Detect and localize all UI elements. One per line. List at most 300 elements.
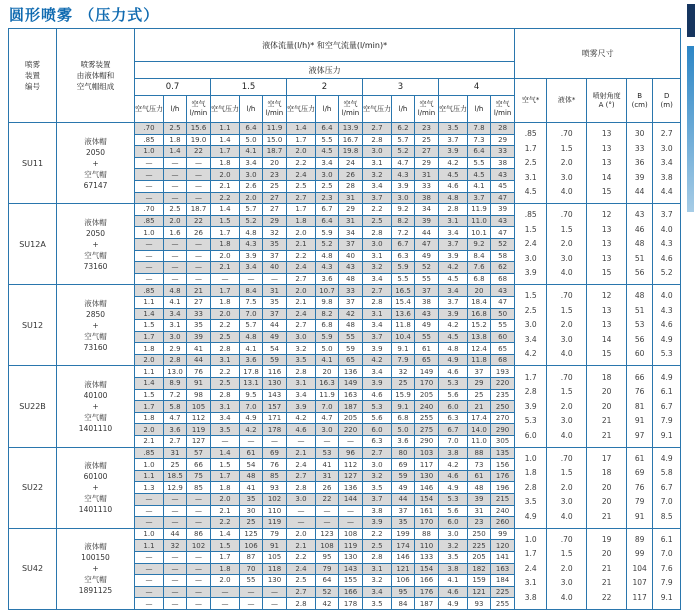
flow-cell: — bbox=[164, 598, 187, 610]
dim-value: 4.9 bbox=[524, 511, 537, 521]
flow-cell: 3.6 bbox=[316, 273, 339, 285]
flow-cell: 143 bbox=[339, 563, 363, 575]
flow-cell: 4.2 bbox=[240, 424, 263, 436]
dim-value: 6.7 bbox=[660, 482, 673, 492]
page-title: 圆形喷雾 （压力式） bbox=[9, 6, 160, 24]
flow-cell: 79 bbox=[263, 528, 287, 540]
flow-cell: 4.2 bbox=[363, 354, 392, 366]
flow-cell: — bbox=[135, 192, 164, 204]
flow-cell: 1.8 bbox=[211, 157, 240, 169]
flow-cell: — bbox=[187, 262, 211, 274]
flow-cell: 2.0 bbox=[135, 354, 164, 366]
flow-cell: 29 bbox=[491, 134, 515, 146]
flow-cell: — bbox=[287, 436, 316, 448]
cap-composition: 液体帽 40100 + 空气帽 1401110 bbox=[57, 366, 135, 447]
flow-cell: 6.8 bbox=[316, 320, 339, 332]
flow-cell: — bbox=[164, 238, 187, 250]
flow-cell: 3.6 bbox=[240, 354, 263, 366]
dim-value: 6.1 bbox=[660, 387, 673, 397]
flow-cell: 2.4 bbox=[287, 459, 316, 471]
flow-cell: 2.0 bbox=[211, 169, 240, 181]
sub-lh: l/h bbox=[164, 96, 187, 123]
flow-cell: 4.1 bbox=[240, 343, 263, 355]
flow-cell: 1.5 bbox=[135, 320, 164, 332]
flow-cell: 3.4 bbox=[316, 157, 339, 169]
data-row bbox=[9, 204, 681, 216]
dim-value: .70 bbox=[560, 372, 573, 382]
dim-value: 4.0 bbox=[560, 187, 573, 197]
flow-cell: 27 bbox=[263, 192, 287, 204]
dim-value: 43 bbox=[634, 210, 645, 220]
dim-value: 2.4 bbox=[524, 563, 537, 573]
flow-cell: 3.7 bbox=[439, 134, 468, 146]
dim-value: 3.0 bbox=[660, 143, 673, 153]
flow-cell: 2.2 bbox=[287, 250, 316, 262]
flow-cell: 37 bbox=[263, 308, 287, 320]
flow-cell: 12.4 bbox=[468, 343, 491, 355]
flow-cell: — bbox=[135, 238, 164, 250]
flow-cell: 65 bbox=[491, 343, 515, 355]
sub-air-pressure: 空气压力 bbox=[439, 96, 468, 123]
flow-cell: 29 bbox=[415, 157, 439, 169]
flow-cell: 3.6 bbox=[392, 436, 415, 448]
flow-cell: 174 bbox=[392, 540, 415, 552]
dim-air-cell bbox=[515, 528, 547, 609]
flow-cell: — bbox=[211, 273, 240, 285]
flow-cell: 12.9 bbox=[164, 482, 187, 494]
flow-cell: 127 bbox=[187, 436, 211, 448]
flow-cell: 3.0 bbox=[439, 528, 468, 540]
nozzle-code: SU42 bbox=[9, 528, 57, 609]
flow-cell: 146 bbox=[392, 551, 415, 563]
flow-cell: 1.7 bbox=[287, 204, 316, 216]
flow-cell: 65 bbox=[339, 354, 363, 366]
flow-cell: 3.2 bbox=[439, 540, 468, 552]
flow-cell: 18.4 bbox=[468, 296, 491, 308]
flow-cell: 5.5 bbox=[316, 134, 339, 146]
flow-cell: 29 bbox=[468, 378, 491, 390]
flow-cell: 44 bbox=[187, 354, 211, 366]
flow-cell: 250 bbox=[468, 528, 491, 540]
flow-cell: 2.1 bbox=[287, 238, 316, 250]
flow-cell: 2.5 bbox=[164, 204, 187, 216]
flow-cell: 4.9 bbox=[240, 412, 263, 424]
flow-cell: 3.0 bbox=[240, 169, 263, 181]
flow-cell: 143 bbox=[263, 389, 287, 401]
flow-cell: — bbox=[263, 598, 287, 610]
flow-cell: 33 bbox=[491, 146, 515, 158]
dim-liquid-cell bbox=[547, 204, 587, 285]
dim-d-cell bbox=[653, 528, 681, 609]
dim-value: 20 bbox=[601, 497, 612, 507]
sub-air-pressure: 空气压力 bbox=[211, 96, 240, 123]
dim-value: 4.0 bbox=[560, 268, 573, 278]
flow-cell: — bbox=[164, 180, 187, 192]
flow-cell: 39 bbox=[187, 331, 211, 343]
flow-cell: 18.7 bbox=[263, 146, 287, 158]
dim-value: 36 bbox=[634, 158, 645, 168]
flow-cell: 3.1 bbox=[211, 401, 240, 413]
flow-cell: 1.8 bbox=[211, 563, 240, 575]
dim-value: 13 bbox=[601, 253, 612, 263]
flow-cell: 41 bbox=[187, 343, 211, 355]
dim-air-cell bbox=[515, 447, 547, 528]
flow-cell: 59 bbox=[339, 343, 363, 355]
dim-value: 3.1 bbox=[524, 578, 537, 588]
sub-air-lmin: 空气 l/min bbox=[491, 96, 515, 123]
flow-cell: 2.8 bbox=[211, 343, 240, 355]
cap-composition: 液体帽 2050 + 空气帽 73160 bbox=[57, 204, 135, 285]
flow-cell: 5.6 bbox=[439, 389, 468, 401]
flow-cell: 88 bbox=[415, 528, 439, 540]
flow-cell: 106 bbox=[392, 575, 415, 587]
dim-value: 18 bbox=[601, 372, 612, 382]
flow-cell: 250 bbox=[491, 401, 515, 413]
flow-cell: 3.4 bbox=[363, 273, 392, 285]
flow-cell: 2.0 bbox=[211, 308, 240, 320]
flow-cell: 47 bbox=[415, 238, 439, 250]
flow-cell: 99 bbox=[491, 528, 515, 540]
flow-cell: 1.1 bbox=[135, 540, 164, 552]
flow-cell: 33 bbox=[339, 285, 363, 297]
dim-value: 4.0 bbox=[660, 291, 673, 301]
flow-cell: 117 bbox=[415, 459, 439, 471]
dim-value: 1.5 bbox=[524, 291, 537, 301]
dim-value: 21 bbox=[601, 511, 612, 521]
flow-cell: 11.9 bbox=[468, 204, 491, 216]
flow-cell: 60 bbox=[491, 331, 515, 343]
flow-cell: 8.4 bbox=[240, 285, 263, 297]
dim-value: 44 bbox=[634, 187, 645, 197]
flow-cell: — bbox=[164, 262, 187, 274]
flow-cell: 178 bbox=[263, 424, 287, 436]
flow-cell: 43 bbox=[491, 215, 515, 227]
flow-cell: 159 bbox=[468, 575, 491, 587]
flow-cell: 5.0 bbox=[240, 134, 263, 146]
flow-cell: 3.4 bbox=[363, 180, 392, 192]
flow-cell: 199 bbox=[392, 528, 415, 540]
dim-b-cell bbox=[627, 366, 653, 447]
flow-cell: 7.6 bbox=[468, 262, 491, 274]
flow-cell: 3.5 bbox=[439, 551, 468, 563]
flow-cell: 58 bbox=[491, 250, 515, 262]
flow-cell: 2.8 bbox=[164, 354, 187, 366]
dim-value: 4.9 bbox=[660, 453, 673, 463]
dim-value: 76 bbox=[634, 482, 645, 492]
flow-cell: 4.6 bbox=[439, 470, 468, 482]
flow-cell: — bbox=[339, 505, 363, 517]
flow-cell: 7.9 bbox=[392, 354, 415, 366]
dim-value: 4.2 bbox=[524, 349, 537, 359]
dim-value: 4.3 bbox=[660, 239, 673, 249]
flow-cell: 3.1 bbox=[439, 215, 468, 227]
size-col-air: 空气* bbox=[515, 79, 547, 123]
flow-cell: 6.0 bbox=[439, 401, 468, 413]
dim-value: 1.7 bbox=[524, 143, 537, 153]
dim-angle-cell bbox=[587, 204, 627, 285]
flow-cell: 119 bbox=[187, 424, 211, 436]
flow-cell: 2.1 bbox=[287, 447, 316, 459]
dim-value: 3.0 bbox=[524, 320, 537, 330]
flow-cell: 2.5 bbox=[287, 575, 316, 587]
flow-cell: 1.1 bbox=[135, 470, 164, 482]
dim-value: 17 bbox=[601, 453, 612, 463]
flow-cell: 7.0 bbox=[316, 401, 339, 413]
flow-cell: 5.2 bbox=[316, 238, 339, 250]
flow-cell: 9.5 bbox=[240, 389, 263, 401]
flow-cell: — bbox=[164, 157, 187, 169]
flow-cell: 4.7 bbox=[164, 412, 187, 424]
flow-cell: 10.7 bbox=[316, 285, 339, 297]
flow-cell: 16.5 bbox=[392, 285, 415, 297]
flow-cell: 57 bbox=[187, 447, 211, 459]
flow-cell: 2.5 bbox=[164, 123, 187, 135]
flow-cell: 54 bbox=[263, 343, 287, 355]
flow-cell: 2.2 bbox=[363, 528, 392, 540]
flow-cell: — bbox=[187, 192, 211, 204]
dim-value: 4.4 bbox=[660, 187, 673, 197]
flow-cell: 40 bbox=[263, 262, 287, 274]
flow-cell: — bbox=[316, 517, 339, 529]
flow-cell: 187 bbox=[339, 401, 363, 413]
dim-angle-cell bbox=[587, 123, 627, 204]
dim-value: 7.9 bbox=[660, 416, 673, 426]
flow-cell: 3.1 bbox=[363, 250, 392, 262]
flow-cell: 1.5 bbox=[211, 459, 240, 471]
flow-cell: 16.3 bbox=[316, 378, 339, 390]
flow-cell: 28 bbox=[339, 180, 363, 192]
flow-cell: 26 bbox=[187, 227, 211, 239]
flow-cell: 5.6 bbox=[439, 505, 468, 517]
flow-cell: 105 bbox=[187, 401, 211, 413]
flow-cell: 108 bbox=[339, 528, 363, 540]
flow-cell: 8.2 bbox=[392, 215, 415, 227]
flow-cell: 2.8 bbox=[287, 366, 316, 378]
flow-cell: 13.9 bbox=[339, 123, 363, 135]
flow-cell: — bbox=[164, 250, 187, 262]
dim-value: 53 bbox=[634, 320, 645, 330]
flow-cell: 47 bbox=[491, 192, 515, 204]
flow-cell: 2.0 bbox=[164, 215, 187, 227]
flow-cell: 41 bbox=[240, 482, 263, 494]
flow-cell: 240 bbox=[491, 505, 515, 517]
flow-cell: 2.0 bbox=[287, 285, 316, 297]
sub-lh: l/h bbox=[316, 96, 339, 123]
flow-cell: 17.8 bbox=[240, 366, 263, 378]
flow-cell: 4.3 bbox=[316, 262, 339, 274]
data-row bbox=[9, 528, 681, 540]
flow-cell: 34 bbox=[415, 204, 439, 216]
flow-cell: 110 bbox=[263, 505, 287, 517]
flow-cell: 2.0 bbox=[211, 494, 240, 506]
dim-value: 9.1 bbox=[660, 592, 673, 602]
flow-cell: 3.5 bbox=[363, 598, 392, 610]
flow-cell: 2.1 bbox=[135, 436, 164, 448]
flow-cell: 130 bbox=[263, 378, 287, 390]
flow-cell: 5.9 bbox=[392, 262, 415, 274]
flow-cell: 4.8 bbox=[164, 285, 187, 297]
flow-cell: 49 bbox=[263, 331, 287, 343]
flow-cell: 3.9 bbox=[240, 250, 263, 262]
flow-cell: — bbox=[164, 192, 187, 204]
flow-cell: 53 bbox=[316, 447, 339, 459]
flow-cell: 275 bbox=[415, 424, 439, 436]
dim-value: 4.9 bbox=[660, 372, 673, 382]
flow-cell: 1.4 bbox=[135, 308, 164, 320]
dim-value: 66 bbox=[634, 372, 645, 382]
dim-value: 13 bbox=[601, 305, 612, 315]
dim-value: 2.5 bbox=[524, 305, 537, 315]
flow-cell: 11.9 bbox=[316, 389, 339, 401]
flow-cell: 15.0 bbox=[263, 134, 287, 146]
flow-cell: 3.4 bbox=[240, 157, 263, 169]
flow-cell: 3.0 bbox=[392, 192, 415, 204]
flow-cell: 15.2 bbox=[468, 320, 491, 332]
flow-cell: — bbox=[263, 436, 287, 448]
flow-cell: 1.8 bbox=[164, 134, 187, 146]
flow-cell: 4.3 bbox=[240, 238, 263, 250]
flow-cell: 6.4 bbox=[316, 123, 339, 135]
dim-value: .70 bbox=[560, 129, 573, 139]
flow-cell: 16.7 bbox=[339, 134, 363, 146]
dim-value: 3.0 bbox=[560, 253, 573, 263]
flow-cell: 47 bbox=[491, 296, 515, 308]
flow-cell: 176 bbox=[415, 586, 439, 598]
flow-cell: — bbox=[135, 169, 164, 181]
flow-cell: 3.1 bbox=[211, 354, 240, 366]
flow-cell: 20 bbox=[316, 366, 339, 378]
flow-cell: 3.0 bbox=[164, 331, 187, 343]
flow-cell: 4.2 bbox=[439, 459, 468, 471]
flow-cell: 37 bbox=[468, 366, 491, 378]
flow-cell: 2.7 bbox=[164, 436, 187, 448]
flow-cell: 3.9 bbox=[439, 250, 468, 262]
dim-value: 3.8 bbox=[524, 592, 537, 602]
flow-cell: 4.1 bbox=[439, 575, 468, 587]
sub-lh: l/h bbox=[392, 96, 415, 123]
flow-cell: 49 bbox=[415, 320, 439, 332]
dim-value: 8.5 bbox=[660, 511, 673, 521]
dim-value: .85 bbox=[524, 129, 537, 139]
dim-d-cell bbox=[653, 285, 681, 366]
dim-air-cell bbox=[515, 366, 547, 447]
dim-value: 2.8 bbox=[524, 482, 537, 492]
dim-b-cell bbox=[627, 447, 653, 528]
flow-cell: 3.9 bbox=[439, 308, 468, 320]
flow-cell: — bbox=[339, 436, 363, 448]
dim-air-cell bbox=[515, 123, 547, 204]
flow-cell: 31 bbox=[316, 470, 339, 482]
flow-cell: 73 bbox=[468, 459, 491, 471]
dim-value: 7.0 bbox=[660, 497, 673, 507]
flow-cell: 3.7 bbox=[439, 296, 468, 308]
dim-value: 12 bbox=[601, 210, 612, 220]
flow-cell: 2.9 bbox=[164, 343, 187, 355]
dim-value: 30 bbox=[634, 129, 645, 139]
flow-cell: 205 bbox=[468, 551, 491, 563]
dim-value: 13 bbox=[601, 239, 612, 249]
flow-cell: 2.7 bbox=[287, 320, 316, 332]
flow-cell: 26 bbox=[316, 482, 339, 494]
flow-cell: 2.1 bbox=[211, 262, 240, 274]
flow-cell: 3.0 bbox=[316, 424, 339, 436]
dim-value: 6.1 bbox=[660, 534, 673, 544]
dim-liquid-cell bbox=[547, 366, 587, 447]
flow-cell: 2.0 bbox=[135, 424, 164, 436]
flow-cell: 62 bbox=[491, 262, 515, 274]
flow-cell: 144 bbox=[339, 494, 363, 506]
flow-cell: 3.4 bbox=[287, 389, 316, 401]
dim-value: 9.1 bbox=[660, 430, 673, 440]
dim-value: 21 bbox=[601, 416, 612, 426]
flow-cell: 1.4 bbox=[211, 528, 240, 540]
dim-value: 13 bbox=[601, 320, 612, 330]
header-nozzle-number: 喷雾 装置 编号 bbox=[9, 29, 57, 123]
flow-cell: 154 bbox=[415, 494, 439, 506]
flow-cell: — bbox=[187, 598, 211, 610]
flow-cell: 61 bbox=[240, 447, 263, 459]
dim-angle-cell bbox=[587, 528, 627, 609]
flow-cell: 65 bbox=[415, 354, 439, 366]
flow-cell: 119 bbox=[339, 540, 363, 552]
flow-cell: 4.1 bbox=[164, 296, 187, 308]
flow-cell: — bbox=[135, 250, 164, 262]
flow-cell: 5.9 bbox=[316, 227, 339, 239]
flow-cell: 75 bbox=[187, 470, 211, 482]
flow-cell: 25 bbox=[240, 517, 263, 529]
flow-cell: 220 bbox=[491, 378, 515, 390]
flow-cell: 35 bbox=[392, 517, 415, 529]
flow-cell: 4.2 bbox=[439, 262, 468, 274]
flow-cell: 2.0 bbox=[287, 528, 316, 540]
dim-liquid-cell bbox=[547, 528, 587, 609]
dim-value: 4.6 bbox=[660, 253, 673, 263]
flow-cell: 4.6 bbox=[363, 389, 392, 401]
dim-value: .70 bbox=[560, 291, 573, 301]
flow-cell: 205 bbox=[339, 412, 363, 424]
size-col-b: B (cm) bbox=[627, 79, 653, 123]
flow-cell: 225 bbox=[468, 540, 491, 552]
flow-cell: 187 bbox=[415, 598, 439, 610]
flow-cell: — bbox=[287, 505, 316, 517]
flow-cell: 3.2 bbox=[363, 169, 392, 181]
flow-cell: 44 bbox=[415, 227, 439, 239]
dim-value: 56 bbox=[634, 334, 645, 344]
flow-cell: 49 bbox=[392, 482, 415, 494]
flow-cell: 121 bbox=[468, 586, 491, 598]
dim-value: 20 bbox=[601, 549, 612, 559]
flow-cell: 19.8 bbox=[339, 146, 363, 158]
flow-cell: 170 bbox=[415, 517, 439, 529]
dim-value: 2.8 bbox=[524, 387, 537, 397]
flow-cell: — bbox=[263, 586, 287, 598]
flow-cell: 68 bbox=[491, 354, 515, 366]
flow-cell: 3.6 bbox=[164, 424, 187, 436]
dim-value: 13 bbox=[601, 158, 612, 168]
dim-value: 3.0 bbox=[560, 172, 573, 182]
nozzle-code: SU11 bbox=[9, 123, 57, 204]
sub-lh: l/h bbox=[240, 96, 263, 123]
flow-cell: 70 bbox=[240, 563, 263, 575]
flow-cell: 43 bbox=[415, 308, 439, 320]
flow-cell: 98 bbox=[187, 389, 211, 401]
dim-value: 1.0 bbox=[524, 453, 537, 463]
dim-d-cell bbox=[653, 123, 681, 204]
flow-cell: — bbox=[187, 505, 211, 517]
flow-cell: 3.1 bbox=[363, 157, 392, 169]
flow-cell: 4.8 bbox=[439, 192, 468, 204]
dim-value: 3.5 bbox=[524, 497, 537, 507]
